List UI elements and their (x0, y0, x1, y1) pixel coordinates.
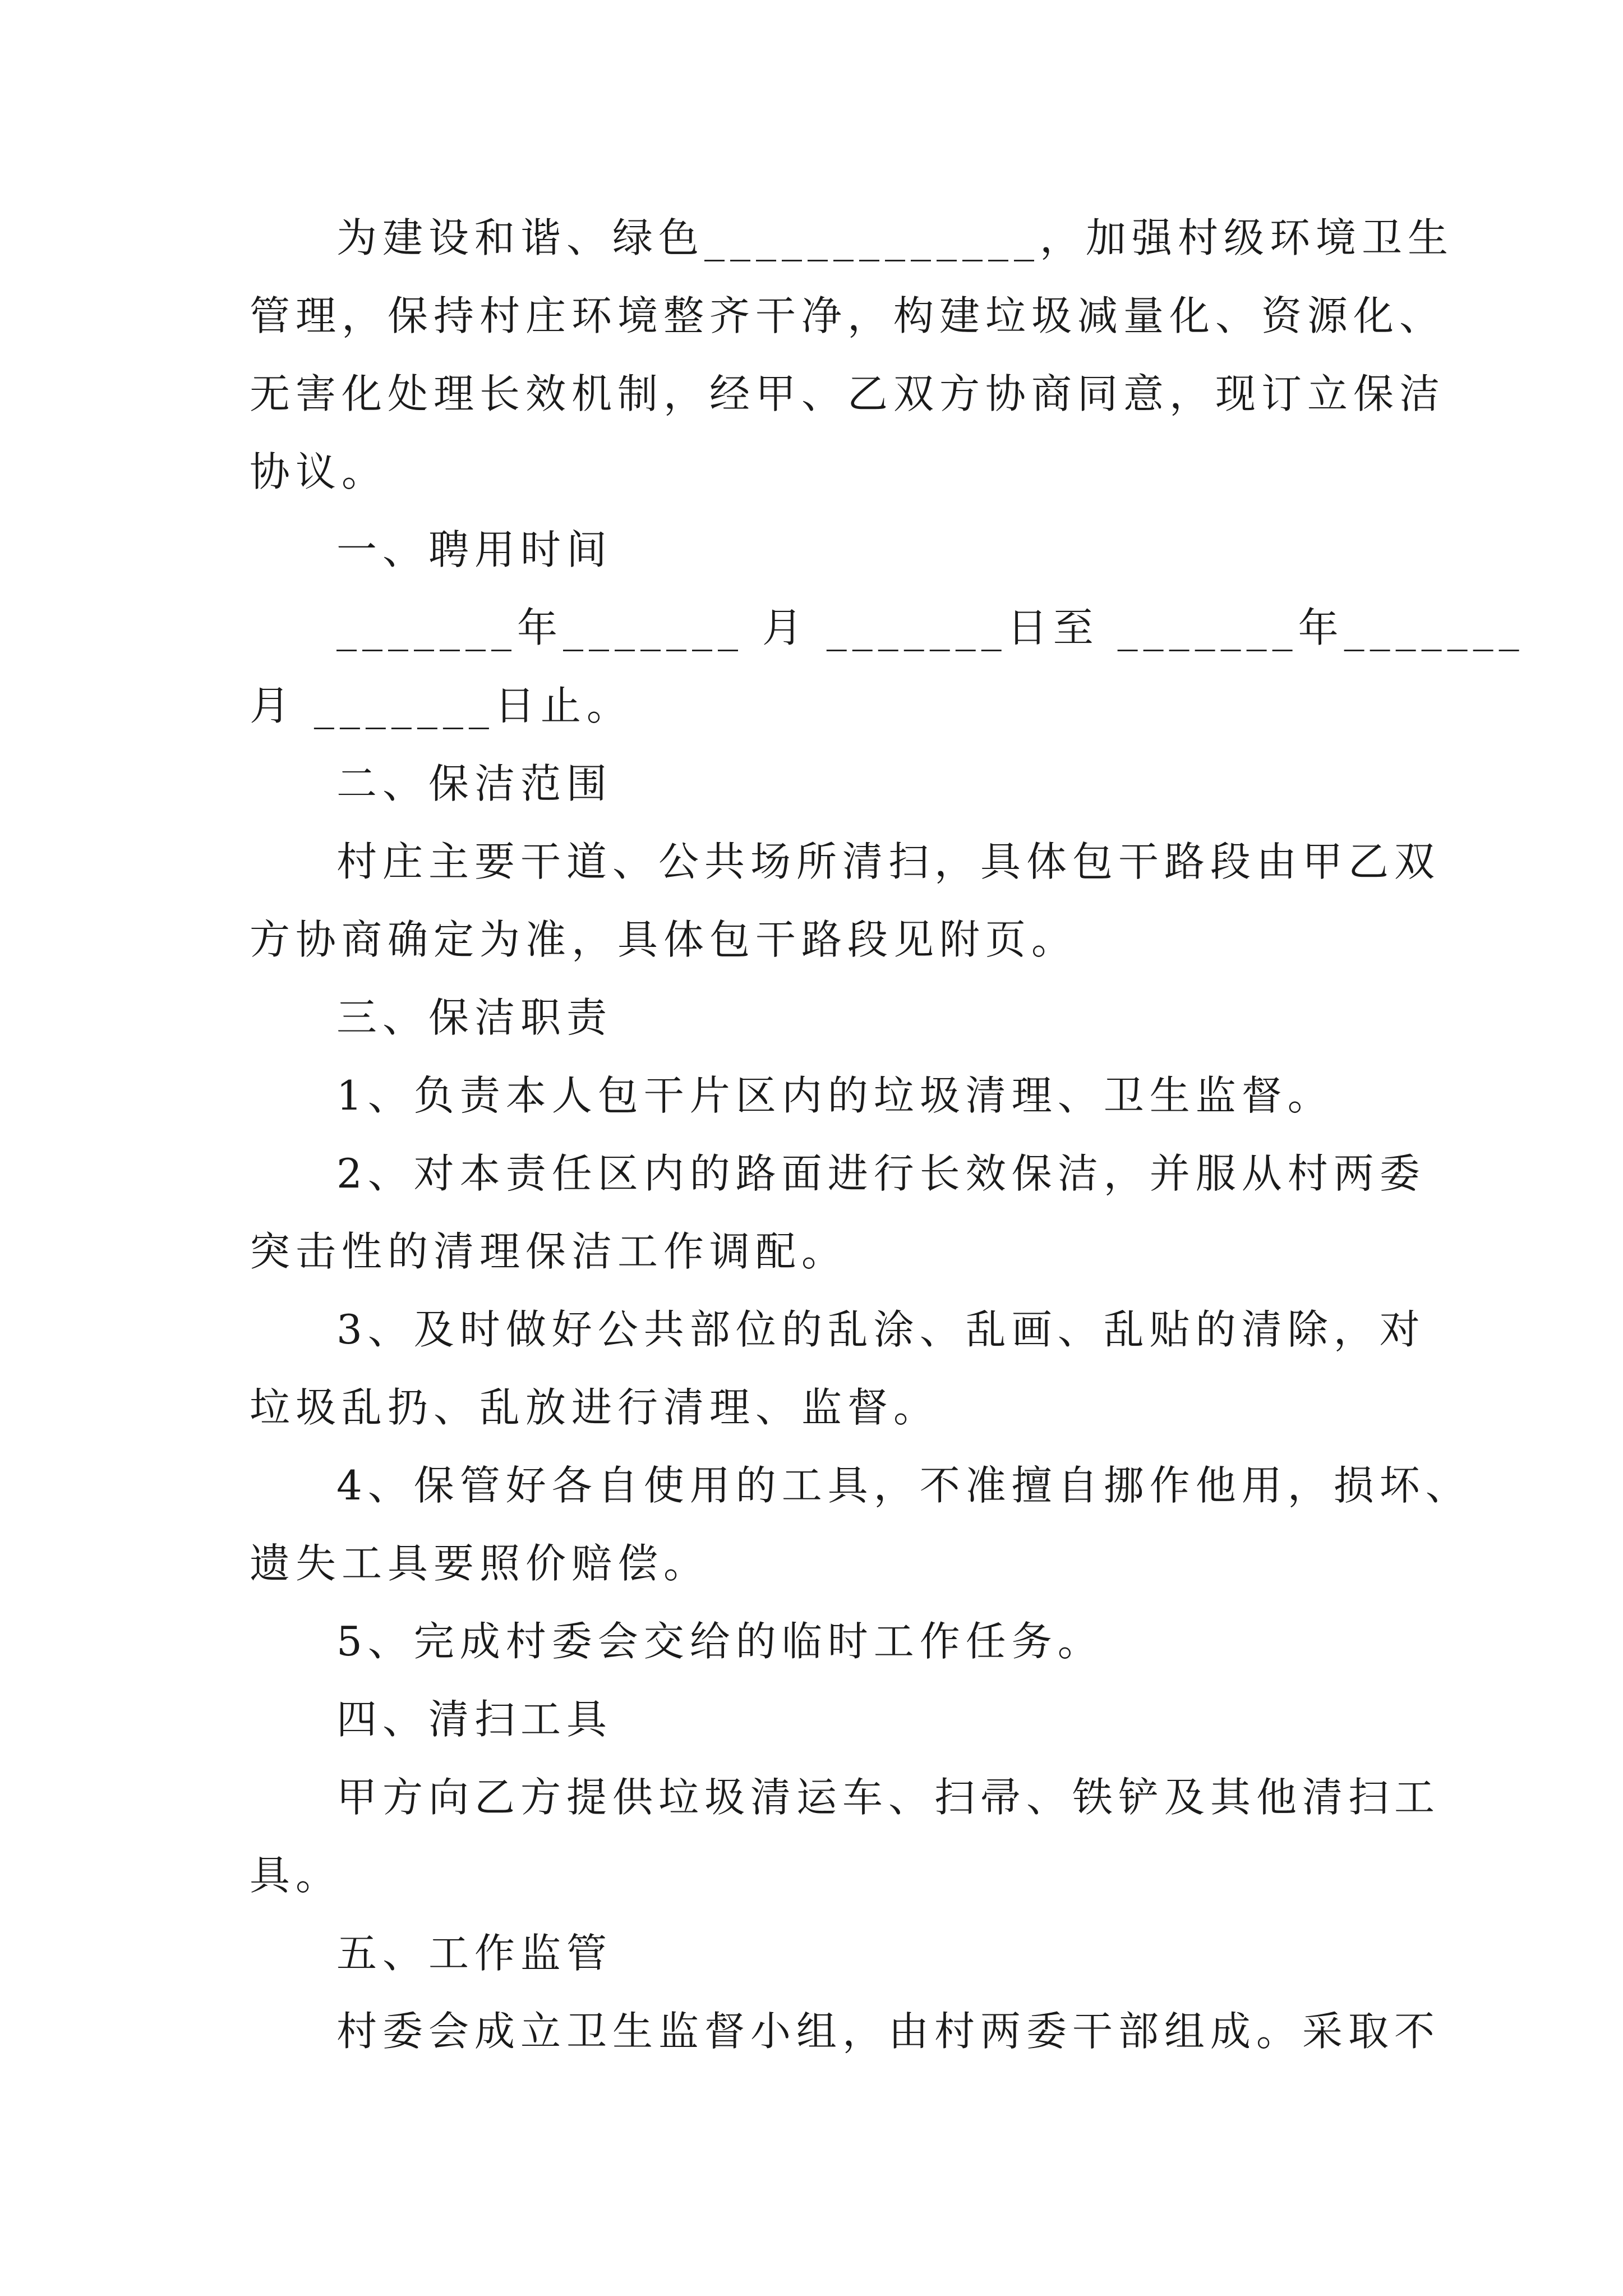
text-line: 管理，保持村庄环境整齐干净，构建垃圾减量化、资源化、 (250, 292, 1446, 339)
text-line: 突击性的清理保洁工作调配。 (250, 1228, 848, 1275)
text-line: 月 _______日止。 (250, 682, 633, 729)
list-item: 3、及时做好公共部位的乱涂、乱画、乱贴的清除，对 (336, 1306, 1426, 1353)
text-line: 为建设和谐、绿色_____________，加强村级环境卫生 (336, 214, 1454, 261)
section-heading: 五、工作监管 (336, 1930, 613, 1977)
text-line: 无害化处理长效机制，经甲、乙双方协商同意，现订立保洁 (250, 370, 1446, 417)
section-heading: 二、保洁范围 (336, 760, 613, 807)
list-item: 2、对本责任区内的路面进行长效保洁，并服从村两委 (336, 1150, 1426, 1197)
text-line: 方协商确定为准，具体包干路段见附页。 (250, 916, 1078, 963)
list-item: 1、负责本人包干片区内的垃圾清理、卫生监督。 (336, 1072, 1334, 1119)
text-line: 村委会成立卫生监督小组，由村两委干部组成。采取不 (336, 2008, 1441, 2055)
text-line: 协议。 (250, 448, 388, 495)
text-line: 遗失工具要照价赔偿。 (250, 1540, 710, 1587)
text-line: 甲方向乙方提供垃圾清运车、扫帚、铁铲及其他清扫工 (336, 1774, 1441, 1821)
document-body (250, 199, 1525, 2070)
list-item: 4、保管好各自使用的工具，不准擅自挪作他用，损坏、 (336, 1462, 1472, 1509)
section-heading: 一、聘用时间 (336, 526, 613, 573)
text-line: 具。 (250, 1852, 342, 1899)
text-line: 村庄主要干道、公共场所清扫，具体包干路段由甲乙双 (336, 838, 1441, 885)
text-line: _______年_______ 月 _______日至 _______年_______ (336, 604, 1525, 651)
section-heading: 三、保洁职责 (336, 994, 613, 1041)
text-line: 垃圾乱扔、乱放进行清理、监督。 (250, 1384, 940, 1431)
section-heading: 四、清扫工具 (336, 1696, 613, 1743)
list-item: 5、完成村委会交给的临时工作任务。 (336, 1618, 1104, 1665)
